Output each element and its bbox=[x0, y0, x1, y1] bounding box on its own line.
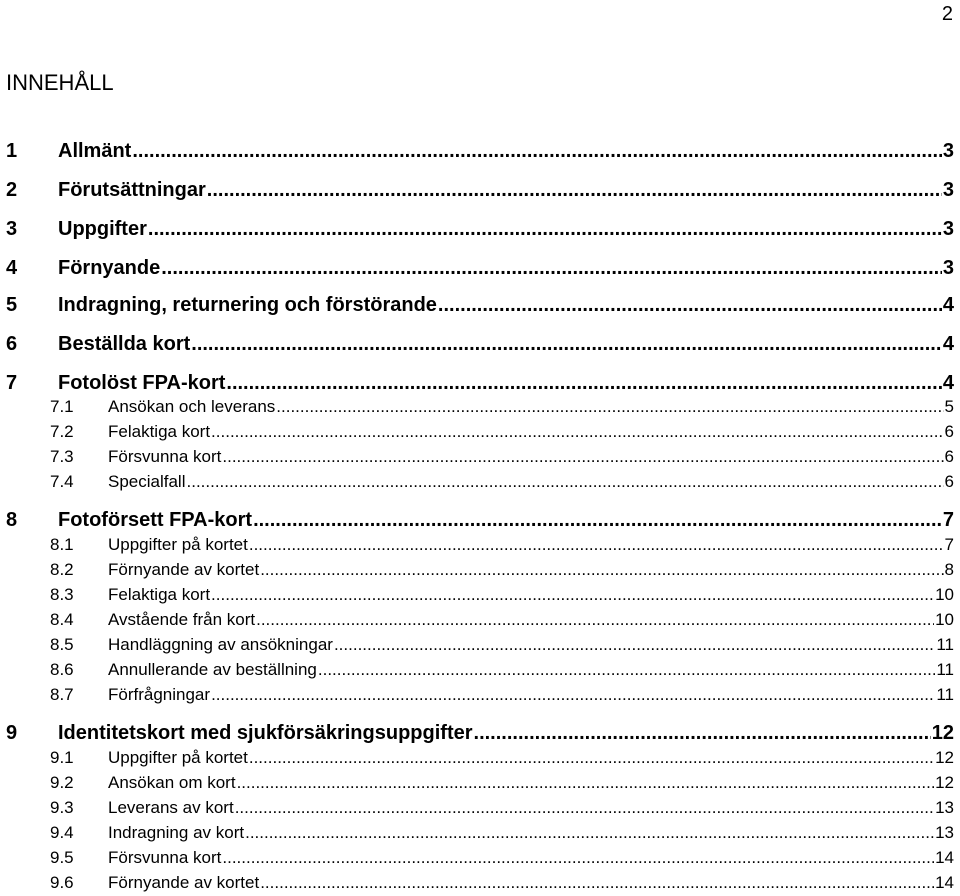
toc-entry-title: Uppgifter på kortet bbox=[108, 535, 248, 554]
toc-entry-number: 9.3 bbox=[50, 798, 74, 817]
toc-heading: INNEHÅLL bbox=[6, 70, 114, 95]
toc-entry-title: Försvunna kort bbox=[108, 447, 222, 466]
toc-entry[interactable] bbox=[0, 773, 960, 793]
toc-entry-number: 8.3 bbox=[50, 585, 74, 604]
toc-entry-page: 3 bbox=[942, 140, 954, 162]
toc-entry[interactable] bbox=[0, 721, 960, 745]
toc-entry[interactable] bbox=[0, 585, 960, 605]
toc-dot-leader bbox=[237, 773, 935, 793]
toc-entry-page: 13 bbox=[935, 823, 954, 842]
toc-dot-leader bbox=[161, 256, 942, 280]
toc-entry-page: 12 bbox=[935, 773, 954, 792]
toc-entry[interactable] bbox=[0, 472, 960, 492]
toc-entry-page: 7 bbox=[942, 509, 954, 531]
toc-entry-number: 3 bbox=[6, 218, 18, 240]
toc-entry-page: 12 bbox=[935, 748, 954, 767]
toc-entry-number: 8 bbox=[6, 509, 18, 531]
toc-entry[interactable] bbox=[0, 447, 960, 467]
toc-dot-leader bbox=[249, 535, 944, 555]
toc-dot-leader bbox=[334, 635, 935, 655]
toc-entry-page: 4 bbox=[942, 372, 954, 394]
toc-entry-title: Ansökan om kort bbox=[108, 773, 236, 792]
toc-entry-title: Beställda kort bbox=[58, 333, 191, 355]
toc-entry-title: Förnyande bbox=[58, 257, 161, 279]
toc-dot-leader bbox=[474, 721, 931, 745]
toc-entry-title: Fotoförsett FPA-kort bbox=[58, 509, 253, 531]
toc-entry[interactable] bbox=[0, 178, 960, 202]
toc-entry-page: 12 bbox=[931, 722, 954, 744]
toc-entry-page: 10 bbox=[935, 585, 954, 604]
toc-entry-page: 6 bbox=[944, 422, 954, 441]
toc-entry-title: Identitetskort med sjukförsäkringsuppgifter bbox=[58, 722, 473, 744]
toc-entry-number: 4 bbox=[6, 257, 18, 279]
toc-entry-title: Felaktiga kort bbox=[108, 585, 211, 604]
toc-entry-title: Förnyande av kortet bbox=[108, 560, 260, 579]
toc-entry-number: 8.5 bbox=[50, 635, 74, 654]
toc-entry-title: Fotolöst FPA-kort bbox=[58, 372, 226, 394]
toc-entry-number: 8.6 bbox=[50, 660, 74, 679]
toc-entry-number: 5 bbox=[6, 294, 18, 316]
toc-entry-number: 8.2 bbox=[50, 560, 74, 579]
toc-entry[interactable] bbox=[0, 748, 960, 768]
toc-entry-title: Annullerande av beställning bbox=[108, 660, 317, 679]
toc-entry-page: 11 bbox=[936, 635, 954, 654]
toc-entry-page: 11 bbox=[936, 660, 954, 679]
toc-entry-number: 8.1 bbox=[50, 535, 74, 554]
toc-entry[interactable] bbox=[0, 873, 960, 893]
toc-entry[interactable] bbox=[0, 848, 960, 868]
toc-dot-leader bbox=[211, 585, 934, 605]
toc-entry-title: Ansökan och leverans bbox=[108, 397, 276, 416]
toc-dot-leader bbox=[222, 447, 943, 467]
toc-entry[interactable] bbox=[0, 660, 960, 680]
toc-entry-page: 4 bbox=[942, 294, 954, 316]
toc-entry-title: Indragning, returnering och förstörande bbox=[58, 294, 437, 316]
toc-dot-leader bbox=[245, 823, 934, 843]
toc-entry-page: 13 bbox=[935, 798, 954, 817]
toc-entry[interactable] bbox=[0, 685, 960, 705]
toc-dot-leader bbox=[226, 371, 941, 395]
toc-entry-page: 10 bbox=[935, 610, 954, 629]
toc-entry-title: Försvunna kort bbox=[108, 848, 222, 867]
toc-entry-page: 6 bbox=[944, 472, 954, 491]
toc-entry[interactable] bbox=[0, 371, 960, 395]
toc-entry-page: 6 bbox=[944, 447, 954, 466]
toc-entry-title: Specialfall bbox=[108, 472, 186, 491]
toc-dot-leader bbox=[260, 873, 934, 893]
toc-entry-title: Avstående från kort bbox=[108, 610, 256, 629]
toc-entry-number: 9.2 bbox=[50, 773, 74, 792]
toc-entry-number: 7.1 bbox=[50, 397, 74, 416]
toc-entry-page: 3 bbox=[942, 257, 954, 279]
toc-entry[interactable] bbox=[0, 635, 960, 655]
toc-entry[interactable] bbox=[0, 560, 960, 580]
toc-dot-leader bbox=[249, 748, 934, 768]
toc-entry-title: Handläggning av ansökningar bbox=[108, 635, 333, 654]
toc-entry-page: 3 bbox=[942, 179, 954, 201]
toc-entry-number: 9.1 bbox=[50, 748, 74, 767]
toc-entry-title: Felaktiga kort bbox=[108, 422, 211, 441]
toc-dot-leader bbox=[191, 332, 942, 356]
toc-entry[interactable] bbox=[0, 610, 960, 630]
toc-entry-title: Uppgifter bbox=[58, 218, 147, 240]
toc-dot-leader bbox=[253, 508, 942, 532]
toc-dot-leader bbox=[187, 472, 944, 492]
toc-dot-leader bbox=[318, 660, 935, 680]
toc-entry-title: Förutsättningar bbox=[58, 179, 206, 201]
toc-entry-number: 7.3 bbox=[50, 447, 74, 466]
toc-dot-leader bbox=[222, 848, 934, 868]
toc-dot-leader bbox=[276, 397, 943, 417]
toc-entry-title: Indragning av kort bbox=[108, 823, 245, 842]
toc-entry[interactable] bbox=[0, 823, 960, 843]
toc-entry-number: 8.4 bbox=[50, 610, 74, 629]
toc-entry-title: Uppgifter på kortet bbox=[108, 748, 248, 767]
toc-dot-leader bbox=[438, 293, 942, 317]
toc-entry-number: 7.2 bbox=[50, 422, 74, 441]
toc-entry-number: 6 bbox=[6, 333, 18, 355]
toc-dot-leader bbox=[132, 139, 942, 163]
toc-entry[interactable] bbox=[0, 293, 960, 317]
toc-entry-page: 8 bbox=[944, 560, 954, 579]
toc-entry[interactable] bbox=[0, 422, 960, 442]
toc-entry-number: 8.7 bbox=[50, 685, 74, 704]
toc-entry[interactable] bbox=[0, 508, 960, 532]
toc-entry[interactable] bbox=[0, 139, 960, 163]
toc-dot-leader bbox=[207, 178, 942, 202]
toc-entry-number: 9.5 bbox=[50, 848, 74, 867]
toc-entry[interactable] bbox=[0, 217, 960, 241]
toc-entry-page: 3 bbox=[942, 218, 954, 240]
toc-entry-title: Allmänt bbox=[58, 140, 132, 162]
toc-entry-title: Förnyande av kortet bbox=[108, 873, 260, 892]
toc-entry-page: 14 bbox=[935, 873, 954, 892]
toc-entry[interactable] bbox=[0, 535, 960, 555]
toc-entry-number: 9 bbox=[6, 722, 18, 744]
toc-entry-number: 9.4 bbox=[50, 823, 74, 842]
toc-dot-leader bbox=[211, 422, 943, 442]
toc-dot-leader bbox=[211, 685, 935, 705]
toc-entry-page: 5 bbox=[944, 397, 954, 416]
toc-dot-leader bbox=[148, 217, 942, 241]
toc-entry-number: 2 bbox=[6, 179, 18, 201]
toc-entry-number: 7.4 bbox=[50, 472, 74, 491]
toc-dot-leader bbox=[260, 560, 943, 580]
toc-entry-title: Förfrågningar bbox=[108, 685, 211, 704]
toc-entry[interactable] bbox=[0, 798, 960, 818]
toc-entry-page: 4 bbox=[942, 333, 954, 355]
toc-dot-leader bbox=[256, 610, 934, 630]
toc-entry[interactable] bbox=[0, 397, 960, 417]
page-number: 2 bbox=[941, 3, 953, 25]
toc-entry[interactable] bbox=[0, 332, 960, 356]
toc-entry-page: 14 bbox=[935, 848, 954, 867]
toc-entry-title: Leverans av kort bbox=[108, 798, 234, 817]
toc-entry-page: 7 bbox=[944, 535, 954, 554]
toc-entry-number: 9.6 bbox=[50, 873, 74, 892]
toc-entry-number: 1 bbox=[6, 140, 18, 162]
toc-entry-page: 11 bbox=[936, 685, 954, 704]
toc-entry-number: 7 bbox=[6, 372, 18, 394]
toc-entry[interactable] bbox=[0, 256, 960, 280]
toc-dot-leader bbox=[235, 798, 934, 818]
